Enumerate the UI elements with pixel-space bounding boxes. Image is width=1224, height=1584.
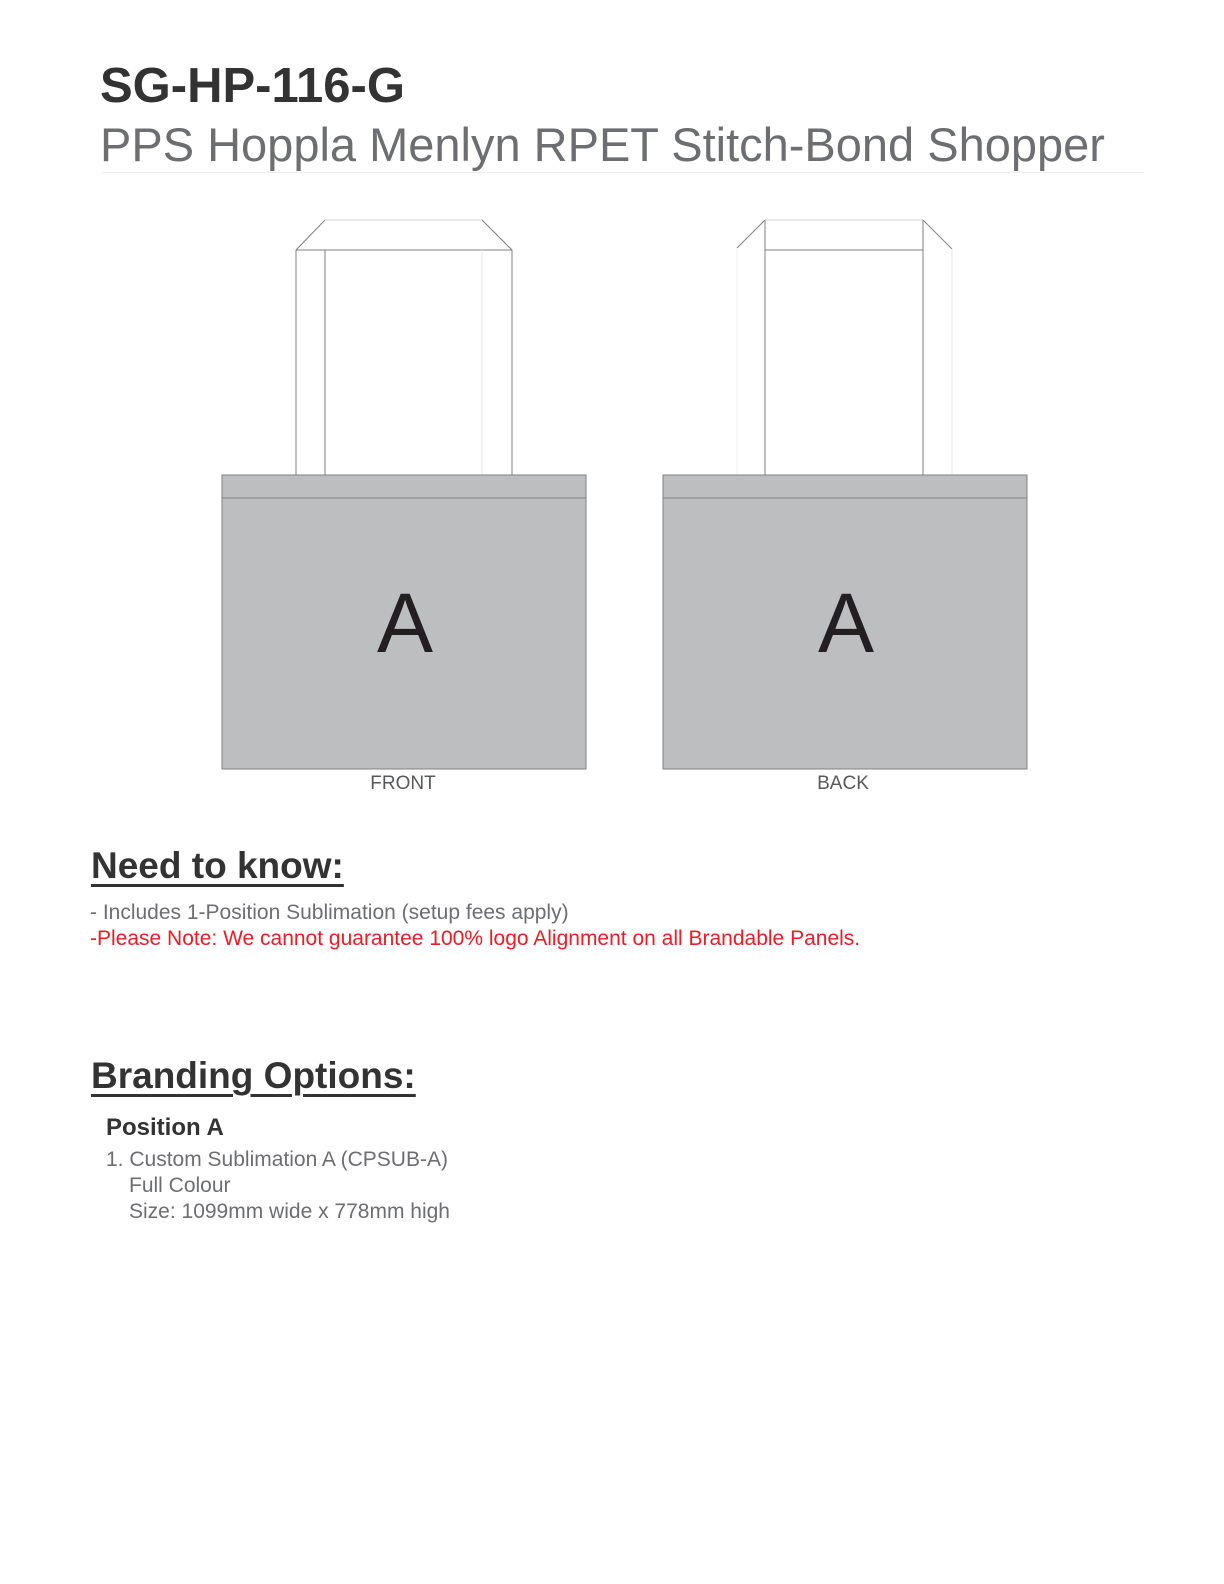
branding-options-heading: Branding Options:: [91, 1055, 416, 1096]
need-to-know-heading: Need to know:: [91, 845, 344, 886]
branding-option-1-size: Size: 1099mm wide x 778mm high: [129, 1200, 450, 1223]
product-code: SG-HP-116-G: [100, 59, 405, 113]
front-bag-drawing: [220, 215, 590, 775]
back-bag-svg: [661, 215, 1031, 775]
front-label: FRONT: [370, 773, 436, 794]
need-to-know-line-1: - Includes 1-Position Sublimation (setup fees apply): [90, 901, 569, 924]
need-to-know-warning: -Please Note: We cannot guarantee 100% logo Alignment on all Brandable Panels.: [90, 927, 861, 950]
back-label: BACK: [817, 773, 869, 794]
front-bag-svg: [220, 215, 590, 775]
position-a-title: Position A: [106, 1114, 224, 1141]
back-bag-drawing: [661, 215, 1031, 775]
front-position-marker: A: [376, 576, 434, 670]
back-position-marker: A: [817, 576, 875, 670]
product-name: PPS Hoppla Menlyn RPET Stitch-Bond Shopper: [100, 118, 1105, 171]
header-divider: [102, 172, 1144, 173]
branding-option-1-colour: Full Colour: [129, 1174, 231, 1197]
branding-option-1: 1. Custom Sublimation A (CPSUB-A): [106, 1148, 448, 1171]
